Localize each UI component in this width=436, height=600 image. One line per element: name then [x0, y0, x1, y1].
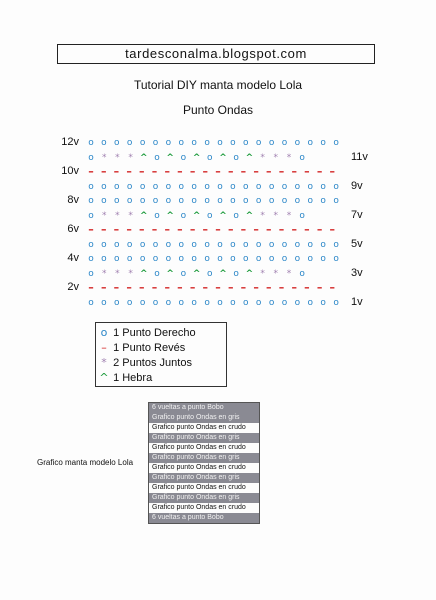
- row-label-7v: 7v: [351, 208, 363, 221]
- purl-stitch-icon: –: [189, 223, 196, 236]
- knit-stitch-icon: o: [204, 239, 210, 250]
- knit-stitch-icon: o: [281, 181, 288, 192]
- yarn-over-symbol-icon: ^: [99, 371, 109, 384]
- row-label-4v: 4v: [67, 252, 79, 264]
- yarn-over-icon: ^: [140, 268, 148, 279]
- purl-stitch-icon: –: [113, 281, 120, 294]
- purl-stitch-icon: –: [304, 281, 310, 294]
- knit-stitch-icon: o: [152, 196, 159, 206]
- knit-stitch-icon: o: [299, 268, 305, 279]
- knit-stitch-icon: o: [101, 181, 107, 192]
- diagram-row: Grafico punto Ondas en crudo: [149, 423, 259, 433]
- yarn-over-icon: ^: [219, 152, 227, 163]
- knit-stitch-icon: o: [230, 181, 236, 192]
- knit-stitch-icon: o: [114, 254, 120, 264]
- row-label-12v: 12v: [61, 136, 79, 148]
- knit-stitch-icon: o: [217, 181, 223, 192]
- purl-stitch-icon: –: [202, 165, 209, 178]
- knit-stitch-icon: o: [178, 138, 185, 148]
- knit-stitch-icon: o: [255, 239, 262, 250]
- purl-stitch-icon: –: [164, 223, 170, 236]
- knit-together-icon: *: [128, 152, 133, 163]
- knit-stitch-icon: o: [281, 254, 288, 264]
- knit-stitch-icon: o: [139, 196, 146, 206]
- knit-stitch-icon: o: [152, 254, 159, 264]
- knit-stitch-icon: o: [281, 297, 288, 308]
- knit-stitch-icon: o: [165, 181, 172, 192]
- knit-stitch-icon: o: [178, 254, 185, 264]
- purl-stitch-icon: –: [227, 223, 234, 236]
- knit-stitch-icon: o: [294, 138, 301, 148]
- knit-stitch-icon: o: [307, 138, 314, 148]
- knit-stitch-icon: o: [191, 297, 197, 308]
- purl-stitch-icon: –: [253, 165, 259, 178]
- knit-stitch-icon: o: [233, 152, 239, 163]
- knit-stitch-icon: o: [207, 210, 213, 221]
- yarn-over-icon: ^: [245, 210, 254, 221]
- knit-together-icon: *: [128, 268, 133, 279]
- knit-together-icon: *: [286, 268, 292, 279]
- purl-stitch-icon: –: [227, 165, 234, 178]
- knit-stitch-icon: o: [268, 181, 275, 192]
- diagram-row: Grafico punto Ondas en gris: [149, 473, 259, 483]
- purl-stitch-icon: –: [215, 165, 221, 178]
- knit-stitch-icon: o: [255, 196, 262, 206]
- purl-stitch-icon: –: [215, 281, 221, 294]
- knit-stitch-icon: o: [101, 138, 107, 148]
- yarn-over-icon: ^: [166, 210, 174, 221]
- purl-stitch-icon: –: [253, 223, 259, 236]
- knit-stitch-icon: o: [268, 239, 275, 250]
- diagram-caption: Grafico manta modelo Lola: [37, 458, 134, 467]
- knit-together-icon: *: [115, 152, 120, 163]
- knit-stitch-icon: o: [88, 138, 94, 148]
- knit-stitch-icon: o: [255, 138, 262, 148]
- purl-stitch-icon: –: [329, 223, 336, 236]
- legend-item: [96, 325, 226, 340]
- diagram-row: 6 vueltas a punto Bobo: [149, 513, 259, 523]
- knit-stitch-icon: o: [217, 138, 223, 148]
- knit-stitch-icon: o: [217, 254, 223, 264]
- knit-stitch-icon: o: [217, 297, 223, 308]
- purl-stitch-icon: –: [240, 223, 247, 236]
- knit-stitch-icon: o: [114, 239, 120, 250]
- knit-stitch-icon: o: [243, 239, 249, 250]
- knit-together-icon: *: [260, 210, 265, 221]
- purl-stitch-icon: –: [240, 281, 247, 294]
- purl-stitch-icon: –: [215, 223, 221, 236]
- knit-stitch-icon: o: [178, 181, 185, 192]
- purl-stitch-icon: –: [139, 281, 145, 294]
- purl-stitch-icon: –: [227, 281, 234, 294]
- purl-stitch-icon: –: [278, 165, 285, 178]
- purl-stitch-icon: –: [88, 281, 94, 294]
- purl-stitch-icon: –: [291, 281, 297, 294]
- legend-item: [96, 355, 226, 370]
- knit-stitch-icon: o: [307, 297, 314, 308]
- knit-stitch-icon: o: [294, 297, 301, 308]
- knit-stitch-icon: o: [88, 196, 94, 206]
- knit-stitch-icon: o: [126, 196, 133, 206]
- knit-stitch-icon: o: [243, 254, 249, 264]
- knit-stitch-icon: o: [243, 138, 249, 148]
- knit-stitch-icon: o: [333, 254, 339, 264]
- knit-stitch-icon: o: [281, 196, 288, 206]
- purl-stitch-icon: –: [266, 223, 272, 236]
- knit-stitch-icon: o: [230, 239, 236, 250]
- knit-together-icon: *: [286, 152, 292, 163]
- knit-stitch-icon: o: [281, 138, 288, 148]
- knit-stitch-icon: o: [126, 138, 133, 148]
- purl-stitch-icon: –: [189, 165, 196, 178]
- knit-stitch-icon: o: [207, 152, 213, 163]
- knit-stitch-icon: o: [191, 254, 197, 264]
- knit-stitch-icon: o: [101, 297, 107, 308]
- knit-stitch-icon: o: [178, 239, 185, 250]
- knit-stitch-icon: o: [294, 254, 301, 264]
- knit-stitch-icon: o: [255, 254, 262, 264]
- knit-together-icon: *: [260, 268, 265, 279]
- knit-stitch-icon: o: [101, 239, 107, 250]
- site-url: tardesconalma.blogspot.com: [125, 46, 307, 61]
- knit-together-symbol-icon: *: [101, 356, 107, 369]
- purl-stitch-icon: –: [291, 223, 297, 236]
- purl-stitch-icon: –: [88, 165, 94, 178]
- knit-together-icon: *: [115, 268, 120, 279]
- knit-stitch-icon: o: [165, 138, 172, 148]
- diagram-row: 6 vueltas a punto Bobo: [149, 403, 259, 413]
- knit-together-icon: *: [101, 152, 107, 163]
- knit-stitch-icon: o: [88, 239, 94, 250]
- purl-stitch-icon: –: [88, 223, 94, 236]
- purl-stitch-icon: –: [329, 165, 336, 178]
- knit-stitch-icon: o: [88, 210, 94, 221]
- purl-stitch-icon: –: [151, 165, 158, 178]
- knit-stitch-icon: o: [307, 239, 314, 250]
- knit-stitch-icon: o: [191, 138, 197, 148]
- knit-stitch-icon: o: [191, 239, 197, 250]
- knit-stitch-icon: o: [165, 239, 172, 250]
- knit-stitch-icon: o: [126, 254, 133, 264]
- purl-stitch-icon: –: [151, 223, 158, 236]
- knit-stitch-icon: o: [230, 297, 236, 308]
- knit-stitch-icon: o: [88, 181, 94, 192]
- knit-stitch-icon: o: [268, 138, 275, 148]
- legend-item: [96, 370, 226, 385]
- diagram-row: Grafico punto Ondas en crudo: [149, 463, 259, 473]
- purl-stitch-icon: –: [189, 281, 196, 294]
- legend-item: [96, 340, 226, 355]
- knit-stitch-icon: o: [180, 210, 187, 221]
- purl-stitch-icon: –: [177, 223, 183, 236]
- knit-stitch-icon: o: [114, 138, 120, 148]
- knit-stitch-icon: o: [217, 239, 223, 250]
- knit-stitch-icon: o: [255, 181, 262, 192]
- purl-stitch-icon: –: [291, 165, 297, 178]
- knit-stitch-icon: o: [230, 138, 236, 148]
- knit-stitch-icon: o: [320, 297, 326, 308]
- knit-together-icon: *: [273, 210, 279, 221]
- knit-together-icon: *: [128, 210, 133, 221]
- knit-stitch-icon: o: [139, 254, 146, 264]
- knit-stitch-icon: o: [191, 181, 197, 192]
- legend: [95, 322, 227, 387]
- yarn-over-icon: ^: [192, 210, 201, 221]
- purl-stitch-icon: –: [164, 165, 170, 178]
- knit-stitch-icon: o: [320, 254, 326, 264]
- diagram-row: Grafico punto Ondas en gris: [149, 413, 259, 423]
- knit-stitch-icon: o: [165, 297, 172, 308]
- purl-stitch-icon: –: [113, 223, 120, 236]
- knit-together-icon: *: [260, 152, 265, 163]
- legend-label: 1 Punto Revés: [113, 342, 186, 354]
- knit-stitch-icon: o: [88, 268, 94, 279]
- diagram-row: Grafico punto Ondas en crudo: [149, 483, 259, 493]
- legend-label: 2 Puntos Juntos: [113, 357, 192, 369]
- purl-stitch-icon: –: [316, 165, 323, 178]
- purl-stitch-icon: –: [316, 223, 323, 236]
- knit-stitch-icon: o: [333, 196, 339, 206]
- yarn-over-icon: ^: [245, 268, 254, 279]
- yarn-over-icon: ^: [219, 268, 227, 279]
- row-label-10v: 10v: [61, 165, 79, 177]
- row-label-6v: 6v: [67, 223, 79, 235]
- knit-stitch-icon: o: [204, 254, 210, 264]
- knit-stitch-icon: o: [243, 181, 249, 192]
- knit-stitch-icon: o: [281, 239, 288, 250]
- knit-together-icon: *: [101, 268, 107, 279]
- knit-stitch-icon: o: [152, 181, 159, 192]
- knit-stitch-icon: o: [165, 254, 172, 264]
- purl-stitch-icon: –: [278, 281, 285, 294]
- knit-stitch-icon: o: [152, 297, 159, 308]
- knit-stitch-icon: o: [88, 254, 94, 264]
- knit-stitch-icon: o: [114, 297, 120, 308]
- knit-stitch-icon: o: [299, 210, 305, 221]
- knit-stitch-icon: o: [139, 181, 146, 192]
- knit-stitch-icon: o: [299, 152, 305, 163]
- purl-stitch-icon: –: [139, 223, 145, 236]
- yarn-over-icon: ^: [219, 210, 227, 221]
- knit-stitch-icon: o: [154, 152, 160, 163]
- knit-stitch-icon: o: [152, 239, 159, 250]
- legend-label: 1 Punto Derecho: [113, 327, 196, 339]
- purl-stitch-icon: –: [177, 281, 183, 294]
- knit-stitch-icon: o: [233, 210, 239, 221]
- knit-together-icon: *: [273, 268, 279, 279]
- purl-stitch-icon: –: [100, 223, 107, 236]
- knit-stitch-icon: o: [217, 196, 223, 206]
- knit-stitch-icon: o: [139, 138, 146, 148]
- knit-stitch-icon: o: [333, 239, 339, 250]
- knit-stitch-icon: o: [233, 268, 239, 279]
- purl-stitch-icon: –: [100, 281, 107, 294]
- knit-together-icon: *: [101, 210, 107, 221]
- purl-stitch-icon: –: [126, 281, 132, 294]
- row-label-1v: 1v: [351, 295, 363, 308]
- knit-stitch-icon: o: [307, 181, 314, 192]
- row-label-2v: 2v: [67, 281, 79, 293]
- page-subtitle: Punto Ondas: [182, 103, 254, 117]
- knit-stitch-icon: o: [294, 239, 301, 250]
- knit-stitch-icon: o: [178, 196, 185, 206]
- knit-stitch-icon: o: [180, 268, 187, 279]
- knit-stitch-icon: o: [88, 297, 94, 308]
- page-title: Tutorial DIY manta modelo Lola: [133, 78, 303, 92]
- row-label-5v: 5v: [351, 237, 363, 250]
- knit-stitch-icon: o: [204, 138, 210, 148]
- knit-stitch-icon: o: [204, 196, 210, 206]
- diagram-row: Grafico punto Ondas en gris: [149, 433, 259, 443]
- purl-stitch-icon: –: [329, 281, 336, 294]
- knit-stitch-icon: o: [207, 268, 213, 279]
- knit-stitch-icon: o: [333, 297, 339, 308]
- purl-stitch-icon: –: [139, 165, 145, 178]
- purl-stitch-icon: –: [266, 281, 272, 294]
- purl-stitch-icon: –: [126, 223, 132, 236]
- purl-stitch-icon: –: [113, 165, 120, 178]
- knit-together-icon: *: [273, 152, 279, 163]
- knit-stitch-icon: o: [180, 152, 187, 163]
- knit-stitch-icon: o: [152, 138, 159, 148]
- knit-stitch-icon: o: [165, 196, 172, 206]
- row-label-11v: 11v: [351, 150, 368, 163]
- purl-stitch-icon: –: [126, 165, 132, 178]
- legend-label: 1 Hebra: [113, 372, 153, 384]
- diagram-row: Grafico punto Ondas en crudo: [149, 443, 259, 453]
- knit-stitch-icon: o: [268, 196, 275, 206]
- knit-stitch-icon: o: [294, 196, 301, 206]
- knit-stitch-icon: o: [154, 268, 160, 279]
- knit-stitch-icon: o: [191, 196, 197, 206]
- row-label-8v: 8v: [67, 194, 79, 206]
- purl-stitch-icon: –: [240, 165, 247, 178]
- knit-stitch-icon: o: [320, 196, 326, 206]
- blanket-diagram: [148, 402, 260, 524]
- knit-stitch-icon: o: [139, 239, 146, 250]
- row-label-9v: 9v: [351, 179, 363, 192]
- purl-stitch-icon: –: [202, 281, 209, 294]
- purl-stitch-icon: –: [253, 281, 259, 294]
- yarn-over-icon: ^: [192, 268, 201, 279]
- knit-stitch-icon: o: [333, 181, 339, 192]
- knit-stitch-icon: o: [243, 297, 249, 308]
- purl-stitch-icon: –: [177, 165, 183, 178]
- knit-stitch-icon: o: [307, 196, 314, 206]
- knit-stitch-icon: o: [230, 196, 236, 206]
- knit-stitch-icon: o: [230, 254, 236, 264]
- knit-stitch-icon: o: [114, 196, 120, 206]
- knit-stitch-icon: o: [114, 181, 120, 192]
- diagram-row: Grafico punto Ondas en gris: [149, 453, 259, 463]
- purl-symbol-icon: –: [101, 341, 107, 354]
- knit-stitch-icon: o: [255, 297, 262, 308]
- knit-stitch-icon: o: [88, 152, 94, 163]
- knit-stitch-icon: o: [320, 239, 326, 250]
- knit-stitch-icon: o: [101, 196, 107, 206]
- knit-stitch-icon: o: [268, 297, 275, 308]
- yarn-over-icon: ^: [166, 152, 174, 163]
- purl-stitch-icon: –: [304, 223, 310, 236]
- knit-stitch-icon: o: [101, 254, 107, 264]
- knit-together-icon: *: [115, 210, 120, 221]
- knit-stitch-icon: o: [268, 254, 275, 264]
- yarn-over-icon: ^: [245, 152, 254, 163]
- purl-stitch-icon: –: [278, 223, 285, 236]
- knit-stitch-icon: o: [178, 297, 185, 308]
- purl-stitch-icon: –: [164, 281, 170, 294]
- knit-together-icon: *: [286, 210, 292, 221]
- knit-stitch-icon: o: [307, 254, 314, 264]
- knit-stitch-icon: o: [126, 297, 133, 308]
- knit-stitch-icon: o: [139, 297, 146, 308]
- knit-stitch-icon: o: [320, 181, 326, 192]
- purl-stitch-icon: –: [202, 223, 209, 236]
- knit-stitch-icon: o: [333, 138, 339, 148]
- site-header-box: [57, 44, 375, 64]
- knit-stitch-icon: o: [320, 138, 326, 148]
- knit-stitch-icon: o: [126, 181, 133, 192]
- knit-stitch-icon: o: [204, 297, 210, 308]
- purl-stitch-icon: –: [266, 165, 272, 178]
- knit-stitch-icon: o: [243, 196, 249, 206]
- knit-stitch-icon: o: [126, 239, 133, 250]
- purl-stitch-icon: –: [100, 165, 107, 178]
- knit-stitch-icon: o: [294, 181, 301, 192]
- purl-stitch-icon: –: [151, 281, 158, 294]
- purl-stitch-icon: –: [304, 165, 310, 178]
- knit-stitch-icon: o: [154, 210, 160, 221]
- purl-stitch-icon: –: [316, 281, 323, 294]
- diagram-row: Grafico punto Ondas en crudo: [149, 503, 259, 513]
- knit-stitch-icon: o: [204, 181, 210, 192]
- diagram-row: Grafico punto Ondas en gris: [149, 493, 259, 503]
- yarn-over-icon: ^: [140, 210, 148, 221]
- row-label-3v: 3v: [351, 266, 363, 279]
- yarn-over-icon: ^: [192, 152, 201, 163]
- yarn-over-icon: ^: [140, 152, 148, 163]
- yarn-over-icon: ^: [166, 268, 174, 279]
- knit-symbol-icon: o: [100, 326, 108, 339]
